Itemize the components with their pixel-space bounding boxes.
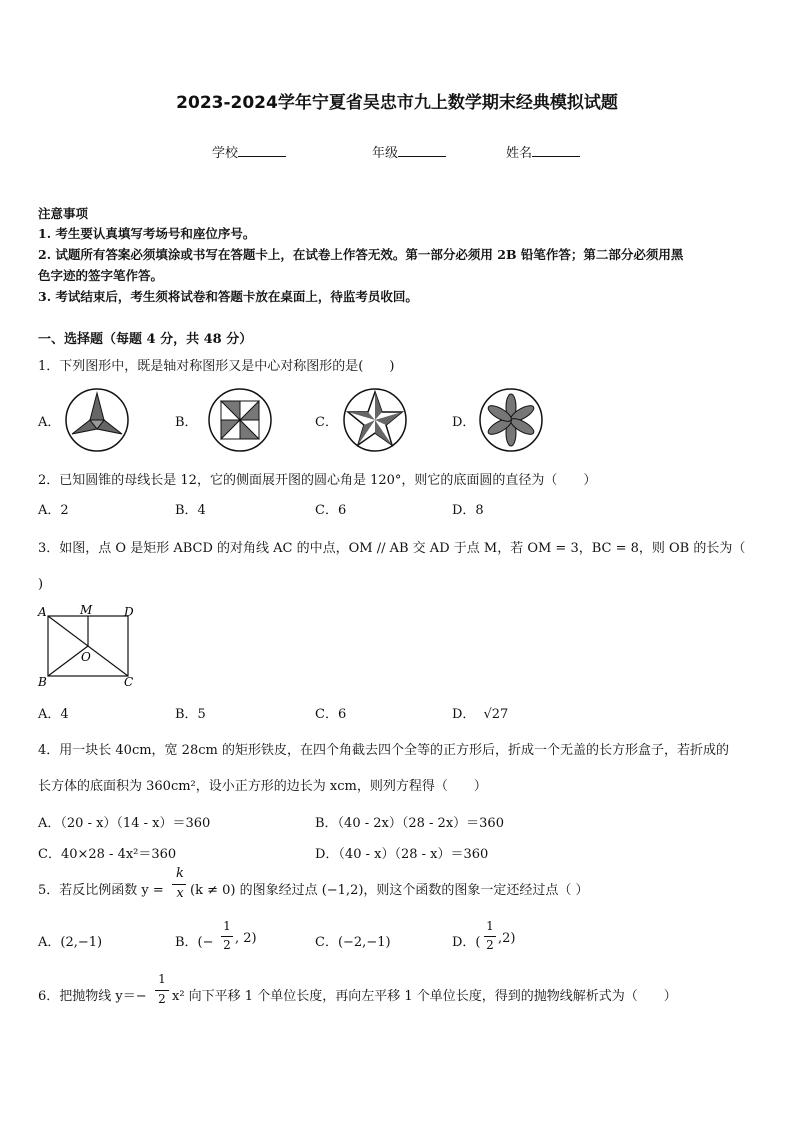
q2-option-c[interactable]: C．6 xyxy=(315,503,347,518)
q5-d-frac-bar xyxy=(484,936,496,937)
q1-option-a[interactable]: A． xyxy=(38,415,61,430)
star-figure-icon xyxy=(342,387,408,453)
pinwheel-figure-icon xyxy=(207,387,273,453)
q3-option-b[interactable]: B．5 xyxy=(175,707,206,722)
q4-option-b[interactable]: B．（40 - 2x）（28 - 2x）＝360 xyxy=(315,816,504,831)
q5-frac-den xyxy=(174,886,186,901)
flower-figure-icon xyxy=(478,387,544,453)
label-o: O xyxy=(81,650,91,664)
q5-b-frac-den: 2 xyxy=(223,938,231,952)
q1-option-c[interactable]: C． xyxy=(315,415,338,430)
notice-item: 1. 考生要认真填写考场号和座位序号。 xyxy=(38,226,256,241)
q5-option-d-tail: ,2) xyxy=(498,931,516,946)
q5-frac-num xyxy=(174,866,186,881)
q6-frac-num: 1 xyxy=(158,972,166,986)
q1-option-b[interactable]: B． xyxy=(175,415,198,430)
q5-option-d[interactable] xyxy=(452,931,481,950)
q5-frac-bar xyxy=(172,884,186,885)
q5-b-frac-num: 1 xyxy=(223,919,231,933)
section-heading: 一、选择题（每题 4 分，共 48 分） xyxy=(38,332,253,347)
q6-frac-den: 2 xyxy=(158,992,166,1006)
q3-option-d-value: √27 xyxy=(483,707,509,722)
q5-d-frac-den: 2 xyxy=(486,938,494,952)
grade-field xyxy=(372,142,446,161)
question-3-stem-cont: ) xyxy=(38,577,44,592)
notice-item: 2. 试题所有答案必须填涂或书写在答题卡上，在试卷上作答无效。第一部分必须用 2B 铅笔作答；第二部分必须用黑 xyxy=(38,247,684,262)
q2-option-d[interactable]: D．8 xyxy=(452,503,484,518)
page-title: 2023-2024学年宁夏省吴忠市九上数学期末经典模拟试题 xyxy=(176,93,618,113)
question-3-stem: 3．如图，点 O 是矩形 ABCD 的对角线 AC 的中点，OM // AB 交 AD 于点 M，若 OM = 3，BC = 8，则 OB 的长为（ xyxy=(38,541,746,556)
q2-option-a[interactable]: A．2 xyxy=(38,503,69,518)
label-b: B xyxy=(38,675,47,689)
q3-option-a[interactable]: A．4 xyxy=(38,707,69,722)
q5-d-frac-num: 1 xyxy=(486,919,494,933)
q5-frac-num-text: k xyxy=(176,866,184,881)
notice-item: 色字迹的签字笔作答。 xyxy=(38,268,164,283)
question-6-stem-tail: x² 向下平移 1 个单位长度，再向左平移 1 个单位长度，得到的抛物线解析式为（ ） xyxy=(172,989,677,1004)
question-1-stem: 1．下列图形中，既是轴对称图形又是中心对称图形的是( ) xyxy=(38,359,395,374)
school-label: 学校 xyxy=(212,146,239,161)
notice-item: 3. 考试结束后，考生须将试卷和答题卡放在桌面上，待监考员收回。 xyxy=(38,289,418,304)
question-4-stem: 4．用一块长 40cm，宽 28cm 的矩形铁皮，在四个角截去四个全等的正方形后，折成一个无盖的长方形盒子，若折成的 xyxy=(38,743,729,758)
q2-option-b[interactable]: B．4 xyxy=(175,503,206,518)
q6-frac-bar xyxy=(155,990,169,991)
name-label: 姓名 xyxy=(506,146,533,161)
grade-blank[interactable] xyxy=(398,144,446,157)
label-m: M xyxy=(80,603,93,617)
school-blank[interactable] xyxy=(238,144,286,157)
q5-option-b-tail: , 2) xyxy=(235,931,257,946)
q5-option-d-label: D．( xyxy=(452,935,481,950)
rectangle-figure xyxy=(36,604,140,688)
q3-option-c[interactable]: C．6 xyxy=(315,707,347,722)
q5-option-b-label: B．(− xyxy=(175,935,214,950)
question-4-stem-cont: 长方体的底面积为 360cm²，设小正方形的边长为 xcm，则列方程得（ ） xyxy=(38,779,487,794)
name-field xyxy=(506,142,580,161)
question-6-stem-prefix: 6．把抛物线 y＝− xyxy=(38,989,147,1004)
q5-option-a[interactable]: A．(2,−1) xyxy=(38,935,103,950)
label-c: C xyxy=(124,675,134,689)
label-d: D xyxy=(124,605,134,619)
question-2-stem: 2．已知圆锥的母线长是 12，它的侧面展开图的圆心角是 120°，则它的底面圆的直径为（ ） xyxy=(38,473,597,488)
q1-option-d[interactable]: D． xyxy=(452,415,476,430)
label-a: A xyxy=(38,605,47,619)
q5-b-frac-bar xyxy=(221,936,233,937)
question-5-stem-mid: (k ≠ 0) 的图象经过点 (−1,2)，则这个函数的图象一定还经过点（ ） xyxy=(190,883,589,898)
question-5-stem-prefix: 5．若反比例函数 y = xyxy=(38,883,164,898)
q5-frac-den-text: x xyxy=(176,886,184,901)
name-blank[interactable] xyxy=(532,144,580,157)
school-field xyxy=(212,142,286,161)
q5-option-c[interactable]: C．(−2,−1) xyxy=(315,935,391,950)
q5-option-b[interactable] xyxy=(175,931,214,950)
q3-option-d[interactable] xyxy=(452,703,508,722)
q4-option-c[interactable]: C．40×28 - 4x²＝360 xyxy=(38,847,177,862)
q4-option-d[interactable]: D．（40 - x）（28 - x）＝360 xyxy=(315,847,489,862)
grade-label: 年级 xyxy=(372,146,399,161)
notice-heading: 注意事项 xyxy=(38,206,89,221)
circle-triangle-figure-icon xyxy=(64,387,130,453)
q3-option-d-label: D． xyxy=(452,707,476,722)
q4-option-a[interactable]: A．（20 - x）（14 - x）＝360 xyxy=(38,816,211,831)
